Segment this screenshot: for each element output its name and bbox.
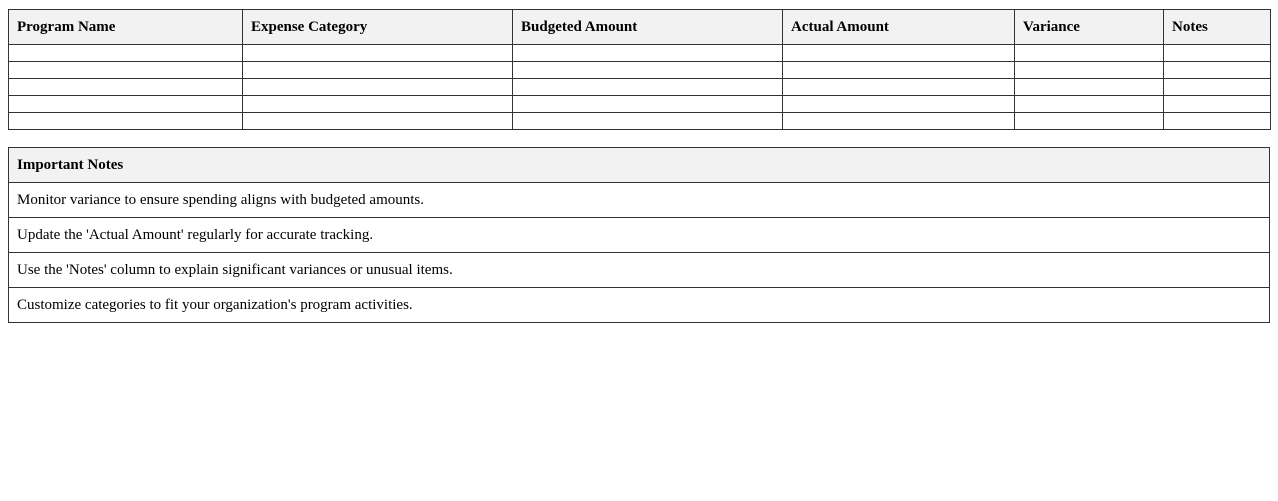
cell-notes[interactable]	[1164, 45, 1271, 62]
list-item	[9, 218, 1270, 253]
cell-actual-amount[interactable]	[783, 62, 1015, 79]
cell-expense-category[interactable]	[243, 113, 513, 130]
cell-variance[interactable]	[1015, 79, 1164, 96]
column-header-budgeted-amount: Budgeted Amount	[513, 10, 783, 45]
column-header-actual-amount: Actual Amount	[783, 10, 1015, 45]
cell-expense-category[interactable]	[243, 96, 513, 113]
cell-variance[interactable]	[1015, 62, 1164, 79]
column-header-variance: Variance	[1015, 10, 1164, 45]
column-header-expense-category: Expense Category	[243, 10, 513, 45]
table-row	[9, 62, 1271, 79]
note-text: Monitor variance to ensure spending aligns with budgeted amounts.	[9, 183, 1270, 218]
cell-notes[interactable]	[1164, 113, 1271, 130]
note-text: Customize categories to fit your organization's program activities.	[9, 288, 1270, 323]
cell-budgeted-amount[interactable]	[513, 113, 783, 130]
cell-budgeted-amount[interactable]	[513, 45, 783, 62]
list-item	[9, 183, 1270, 218]
table-row	[9, 79, 1271, 96]
note-text: Use the 'Notes' column to explain significant variances or unusual items.	[9, 253, 1270, 288]
cell-variance[interactable]	[1015, 96, 1164, 113]
column-header-program-name: Program Name	[9, 10, 243, 45]
cell-program-name[interactable]	[9, 62, 243, 79]
important-notes-table	[8, 147, 1270, 323]
cell-variance[interactable]	[1015, 45, 1164, 62]
cell-expense-category[interactable]	[243, 79, 513, 96]
cell-actual-amount[interactable]	[783, 113, 1015, 130]
cell-notes[interactable]	[1164, 79, 1271, 96]
cell-notes[interactable]	[1164, 96, 1271, 113]
cell-variance[interactable]	[1015, 113, 1164, 130]
budget-table	[8, 9, 1271, 130]
note-text: Update the 'Actual Amount' regularly for accurate tracking.	[9, 218, 1270, 253]
cell-actual-amount[interactable]	[783, 96, 1015, 113]
table-row	[9, 96, 1271, 113]
cell-budgeted-amount[interactable]	[513, 79, 783, 96]
list-item	[9, 253, 1270, 288]
cell-expense-category[interactable]	[243, 45, 513, 62]
list-item	[9, 288, 1270, 323]
important-notes-heading: Important Notes	[9, 148, 1270, 183]
column-header-notes: Notes	[1164, 10, 1271, 45]
cell-program-name[interactable]	[9, 96, 243, 113]
cell-actual-amount[interactable]	[783, 79, 1015, 96]
cell-actual-amount[interactable]	[783, 45, 1015, 62]
cell-program-name[interactable]	[9, 79, 243, 96]
cell-budgeted-amount[interactable]	[513, 62, 783, 79]
cell-expense-category[interactable]	[243, 62, 513, 79]
table-row	[9, 113, 1271, 130]
cell-program-name[interactable]	[9, 45, 243, 62]
cell-budgeted-amount[interactable]	[513, 96, 783, 113]
table-row	[9, 45, 1271, 62]
notes-header-row	[9, 148, 1270, 183]
cell-program-name[interactable]	[9, 113, 243, 130]
cell-notes[interactable]	[1164, 62, 1271, 79]
budget-table-header-row	[9, 10, 1271, 45]
